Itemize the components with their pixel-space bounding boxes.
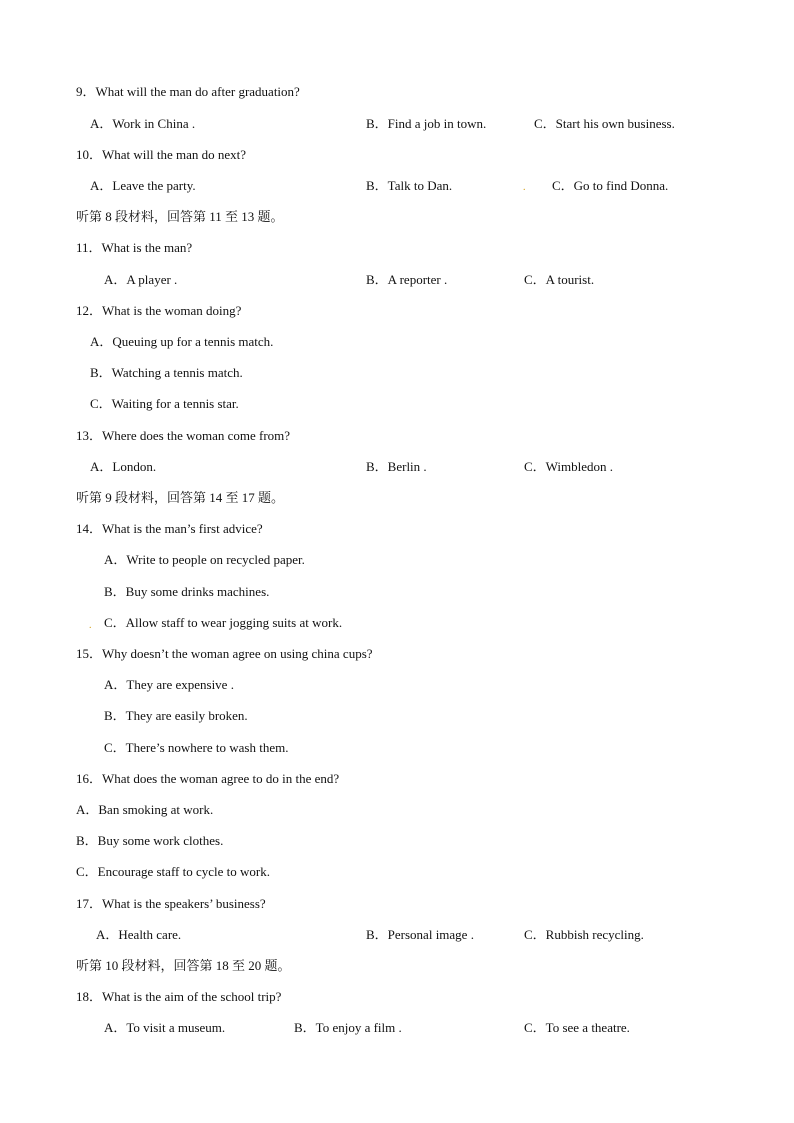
question-11-option-b: B．A reporter . [366,272,448,287]
stray-dot-mark: . [523,182,526,193]
question-18-stem: 18．What is the aim of the school trip? [76,989,282,1004]
question-14-option-a: A．Write to people on recycled paper. [104,552,305,567]
question-12-option-c: C．Waiting for a tennis star. [90,396,239,411]
question-13-stem: 13．Where does the woman come from? [76,428,291,443]
question-10-option-a: A．Leave the party. [90,178,196,193]
question-13-option-b: B．Berlin . [366,459,427,474]
section-10-heading: 听第 10 段材料，回答第 18 至 20 题。 [76,958,291,973]
question-15-stem: 15．Why doesn’t the woman agree on using china cups? [76,646,373,661]
question-16-option-c: C．Encourage staff to cycle to work. [76,864,270,879]
question-11-option-a: A．A player . [104,272,178,287]
question-12-stem: 12．What is the woman doing? [76,303,242,318]
question-13-option-a: A．London. [90,459,157,474]
question-14-stem: 14．What is the man’s first advice? [76,521,263,536]
section-9-heading: 听第 9 段材料，回答第 14 至 17 题。 [76,490,285,505]
stray-dot-mark: . [89,620,92,631]
question-18-option-c: C．To see a theatre. [524,1020,630,1035]
section-8-heading: 听第 8 段材料，回答第 11 至 13 题。 [76,209,284,224]
question-9-stem: 9．What will the man do after graduation? [76,84,300,99]
question-17-option-a: A．Health care. [96,927,182,942]
question-10-stem: 10．What will the man do next? [76,147,247,162]
question-10-option-b: B．Talk to Dan. [366,178,453,193]
question-11-stem: 11．What is the man? [76,240,193,255]
question-16-stem: 16．What does the woman agree to do in the end? [76,771,340,786]
question-10-option-c: C．Go to find Donna. [552,178,669,193]
question-11-option-c: C．A tourist. [524,272,595,287]
question-12-option-b: B．Watching a tennis match. [90,365,243,380]
question-9-option-b: B．Find a job in town. [366,116,487,131]
question-16-option-a: A．Ban smoking at work. [76,802,214,817]
question-15-option-c: C．There’s nowhere to wash them. [104,740,289,755]
question-13-option-c: C．Wimbledon . [524,459,614,474]
question-15-option-a: A．They are expensive . [104,677,234,692]
question-12-option-a: A．Queuing up for a tennis match. [90,334,274,349]
question-14-option-b: B．Buy some drinks machines. [104,584,270,599]
question-18-option-a: A．To visit a museum. [104,1020,226,1035]
question-17-option-c: C．Rubbish recycling. [524,927,644,942]
question-17-stem: 17．What is the speakers’ business? [76,896,266,911]
question-16-option-b: B．Buy some work clothes. [76,833,224,848]
question-18-option-b: B．To enjoy a film . [294,1020,402,1035]
question-9-option-a: A．Work in China . [90,116,196,131]
question-17-option-b: B．Personal image . [366,927,474,942]
question-15-option-b: B．They are easily broken. [104,708,248,723]
question-14-option-c: C．Allow staff to wear jogging suits at work. [104,615,343,630]
question-9-option-c: C．Start his own business. [534,116,675,131]
